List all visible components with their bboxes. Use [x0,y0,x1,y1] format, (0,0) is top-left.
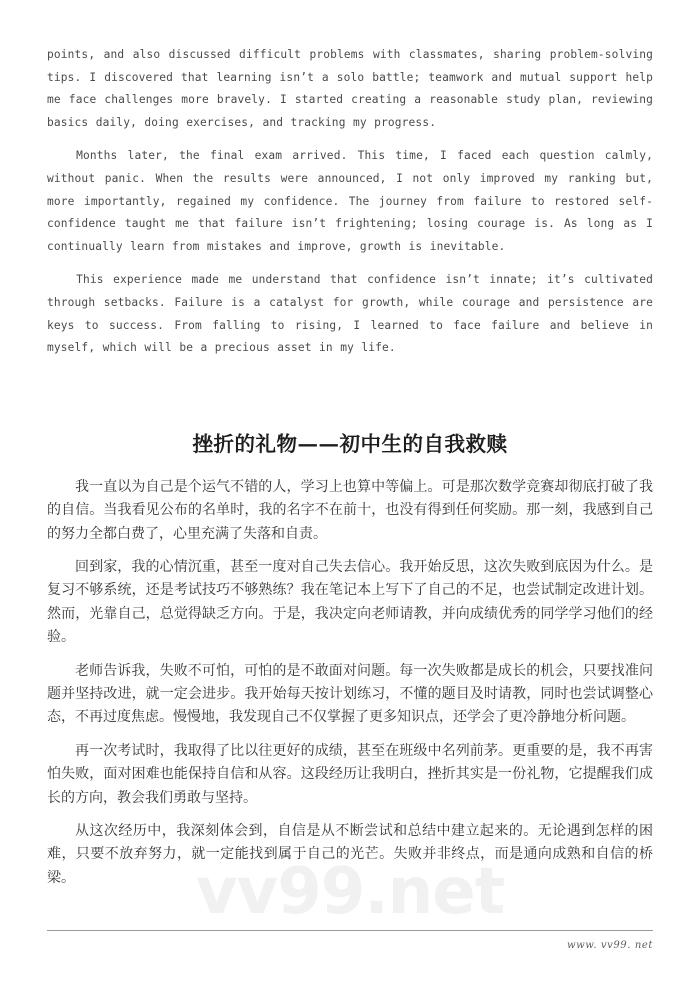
chinese-section [47,459,653,891]
chinese-paragraph-3: 老师告诉我，失败不可怕，可怕的是不敢面对问题。每一次失败都是成长的机会，只要找准问题并坚持改进，就一定会进步。我开始每天按计划练习，不懂的题目及时请教，同时也尝试调整心态，不再过度焦虑。慢慢地，我发现自己不仅掌握了更多知识点，还学会了更冷静地分析问题。 [47,662,653,726]
english-paragraph-3: This experience made me understand that confidence isn’t innate; it’s cultivated through setbacks. Failure is a catalyst for growth, while courage and persistence are keys to success. From falling to rising, I learned to face failure and believe in myself, which will be a precious asset in my life. [47,273,653,355]
site-watermark: vv99.net [195,855,505,929]
footer-divider [47,930,653,931]
page-footer [47,930,653,951]
english-paragraph-1: points, and also discussed difficult problems with classmates, sharing problem-solving tips. I discovered that learning isn’t a solo battle; teamwork and mutual support help me face challenges more bravely. I started creating a reasonable study plan, reviewing basics daily, doing exercises, and tracking my progress. [47,48,653,129]
chinese-paragraph-1: 我一直以为自己是个运气不错的人，学习上也算中等偏上。可是那次数学竞赛却彻底打破了我的自信。当我看见公布的名单时，我的名字不在前十，也没有得到任何奖励。那一刻，我感到自己的努力全都白费了，心里充满了失落和自责。 [47,478,653,542]
document-body [47,0,653,900]
page-title: 挫折的礼物——初中生的自我救赎 [192,431,508,456]
english-paragraph-2: Months later, the final exam arrived. This time, I faced each question calmly, without panic. When the results were announced, I not only improved my ranking but, more importantly, regained my confidence. The journey from failure to restored self-confidence taught me that failure isn’t frightening; losing courage is. As long as I continually learn from mistakes and improve, growth is inevitable. [47,149,653,253]
footer-url: www. vv99. net [566,940,653,951]
chinese-paragraph-2: 回到家，我的心情沉重，甚至一度对自己失去信心。我开始反思，这次失败到底因为什么。是复习不够系统，还是考试技巧不够熟练？我在笔记本上写下了自己的不足，也尝试制定改进计划。然而，光靠自己，总觉得缺乏方向。于是，我决定向老师请教，并向成绩优秀的同学学习他们的经验。 [47,558,653,646]
chinese-paragraph-5: 从这次经历中，我深刻体会到，自信是从不断尝试和总结中建立起来的。无论遇到怎样的困难，只要不放弃努力，就一定能找到属于自己的光芒。失败并非终点，而是通向成熟和自信的桥梁。 [47,823,653,886]
chinese-paragraph-4: 再一次考试时，我取得了比以往更好的成绩，甚至在班级中名列前茅。更重要的是，我不再害怕失败，面对困难也能保持自信和从容。这段经历让我明白，挫折其实是一份礼物，它提醒我们成长的方向，教会我们勇敢与坚持。 [47,742,653,806]
english-section [47,0,653,360]
